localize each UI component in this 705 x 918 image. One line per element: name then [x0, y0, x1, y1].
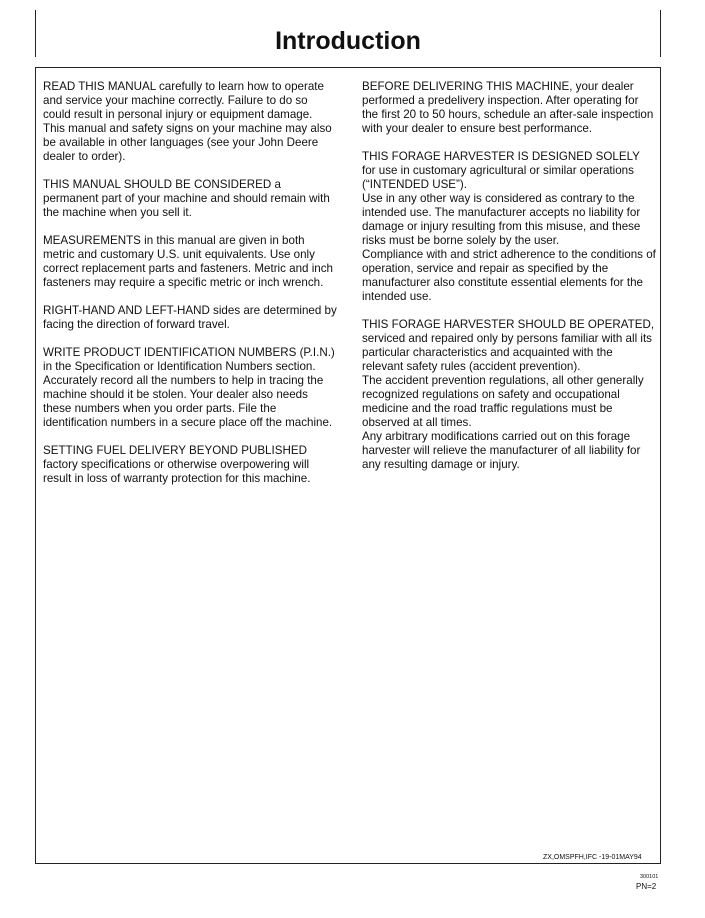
paragraph-operation-safety: THIS FORAGE HARVESTER SHOULD BE OPERATED, serviced and repaired only by persons familiar with all its particular characteristics and acquainted with the relevant safety rules (accident prevention). The accident prevention regulations, all other generally recognized regulations on safety and occupational medicine and the road traffic regulations must be observed at all times. Any arbitrary modifications carried out on this forage harvester will relieve the manufacturer of all liability for any resulting damage or injury.	[362, 318, 655, 471]
paragraph-predelivery: BEFORE DELIVERING THIS MACHINE, your dealer performed a predelivery inspection. After operating for the first 20 to 50 hours, schedule an after-sale inspection with your dealer to ensure best performance.	[362, 80, 654, 135]
paragraph-measurements: MEASUREMENTS in this manual are given in both metric and customary U.S. unit equivalents. Use only correct replacement parts and fasteners. Metric and inch fasteners may require a specific metric or inch wrench.	[43, 234, 333, 289]
paragraph-manual-permanent: THIS MANUAL SHOULD BE CONSIDERED a permanent part of your machine and should remain with the machine when you sell it.	[43, 178, 330, 219]
paragraph-right-left-hand: RIGHT-HAND AND LEFT-HAND sides are determined by facing the direction of forward travel.	[43, 304, 337, 331]
paragraph-identification-numbers: WRITE PRODUCT IDENTIFICATION NUMBERS (P.I.N.) in the Specification or Identification Numbers section. Accurately record all the numbers to help in tracing the machine should it be stolen. Your dealer also needs these numbers when you order parts. File the identification numbers in a secure place off the machine.	[43, 346, 335, 429]
bottom-rule	[35, 863, 661, 864]
paragraph-intended-use: THIS FORAGE HARVESTER IS DESIGNED SOLELY for use in customary agricultural or similar operations (“INTENDED USE”). Use in any other way is considered as contrary to the intended use. The manufacturer accepts no liability for damage or injury resulting from this misuse, and these risks must be borne solely by the user. Compliance with and strict adherence to the conditions of operation, service and repair as specified by the manufacturer also constitute essential elements for the intended use.	[362, 150, 656, 303]
page-title: Introduction	[275, 27, 421, 55]
page-number: PN=2	[636, 882, 657, 891]
paragraph-fuel-delivery: SETTING FUEL DELIVERY BEYOND PUBLISHED factory specifications or otherwise overpowering will result in loss of warranty protection for this machine.	[43, 444, 311, 485]
left-column	[43, 80, 337, 500]
right-column	[362, 80, 656, 486]
small-code: 300101	[640, 874, 659, 880]
title-bar	[35, 10, 661, 57]
document-code: ZX,OMSPFH,IFC -19-01MAY94	[543, 854, 642, 861]
paragraph-read-manual: READ THIS MANUAL carefully to learn how to operate and service your machine correctly. Failure to do so could result in personal injury or equipment damage. This manual and safety signs on your machine may also be available in other languages (see your John Deere dealer to order).	[43, 80, 332, 163]
